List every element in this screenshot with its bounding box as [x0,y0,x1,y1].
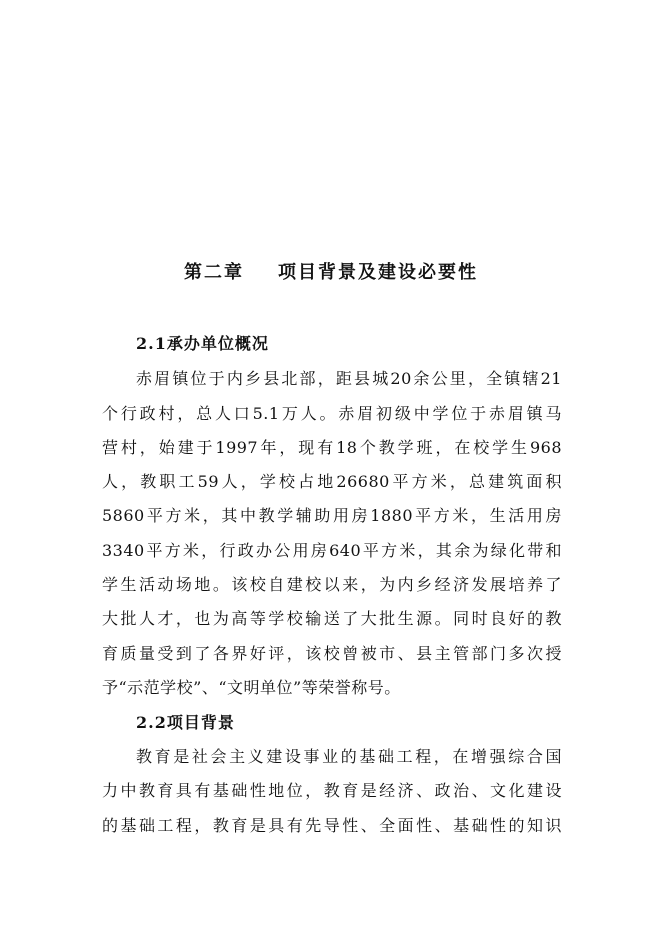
paragraph-line: 个行政村，总人口5.1万人。赤眉初级中学位于赤眉镇马 [102,404,562,423]
paragraph-line: 学生活动场地。该校自建校以来，为内乡经济发展培养了 [102,575,562,594]
chapter-number: 第二章 [184,262,244,283]
chapter-name: 项目背景及建设必要性 [278,262,478,283]
paragraph-line: 3340平方米，行政办公用房640平方米，其余为绿化带和 [102,541,562,560]
paragraph-line: 5860平方米，其中教学辅助用房1880平方米，生活用房 [102,506,562,525]
paragraph-line: 营村，始建于1997年，现有18个教学班，在校学生968 [102,438,562,457]
paragraph-line: 大批人才，也为高等学校输送了大批生源。同时良好的教 [102,609,562,628]
paragraph-line: 的基础工程，教育是具有先导性、全面性、基础性的知识 [102,816,562,835]
section-heading-2-2: 2.2项目背景 [136,713,235,732]
paragraph-line: 予“示范学校”、“文明单位”等荣誉称号。 [102,678,401,697]
paragraph-line: 教育是社会主义建设事业的基础工程，在增强综合国 [136,747,562,766]
paragraph-line: 赤眉镇位于内乡县北部，距县城20余公里，全镇辖21 [136,369,562,388]
paragraph-line: 人，教职工59人，学校占地26680平方米，总建筑面积 [102,472,562,491]
paragraph-line: 育质量受到了各界好评，该校曾被市、县主管部门多次授 [102,644,562,663]
section-heading-2-1: 2.1承办单位概况 [136,334,269,353]
chapter-title [0,258,662,284]
paragraph-line: 力中教育具有基础性地位，教育是经济、政治、文化建设 [102,781,562,800]
